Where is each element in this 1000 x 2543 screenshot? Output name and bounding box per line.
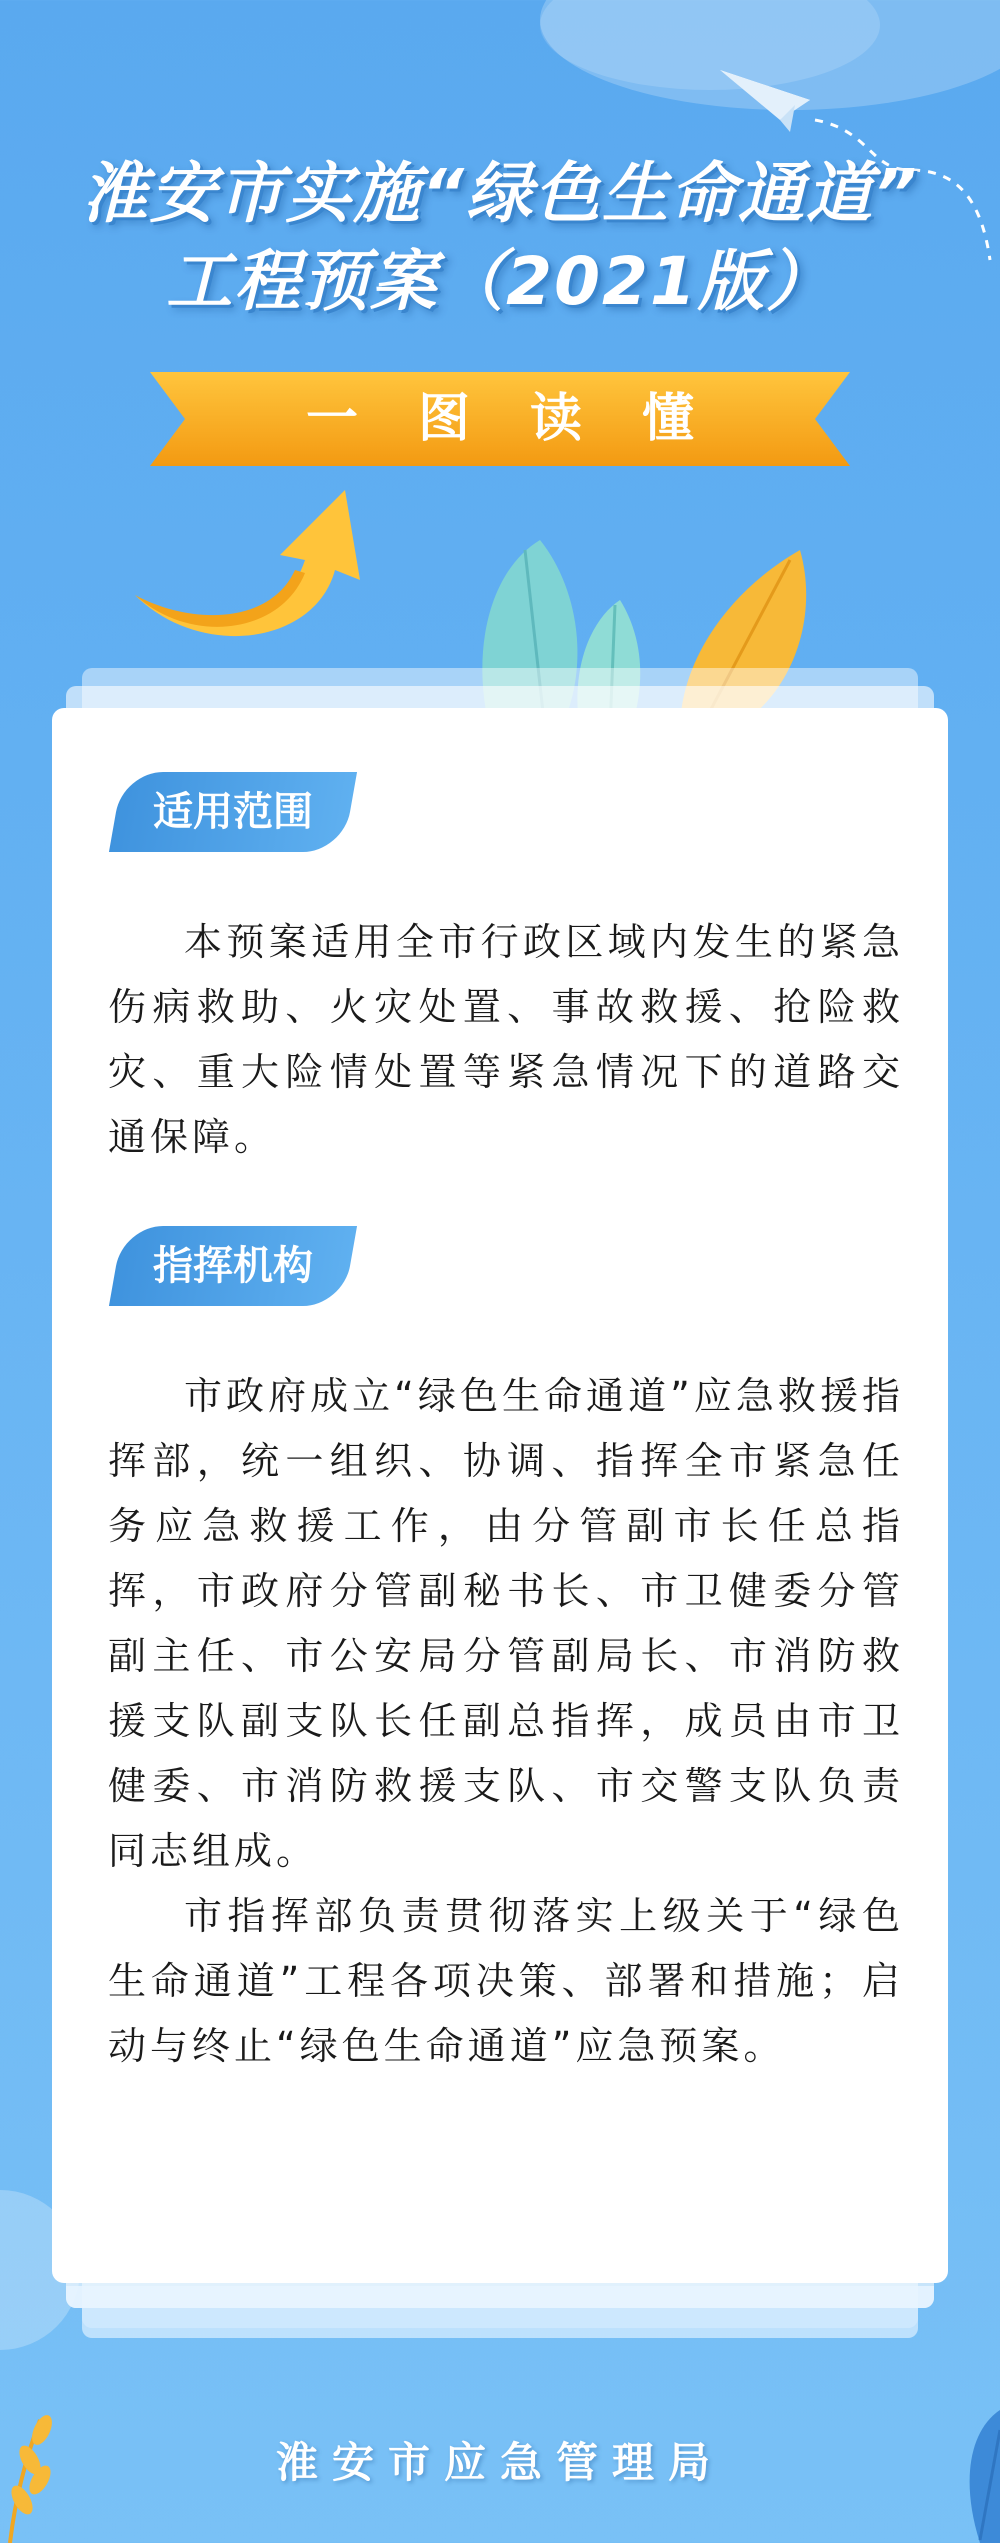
section-heading-command [109,1226,357,1306]
section-paragraph: 市政府成立“绿色生命通道”应急救援指挥部，统一组织、协调、指挥全市紧急任务应急救援工作，由分管副市长任总指挥，市政府分管副秘书长、市卫健委分管副主任、市公安局分管副局长、市消防救援支队副支队长任副总指挥，成员由市卫健委、市消防救援支队、市交警支队负责同志组成。 [108,1374,904,1873]
card-shadow [66,2286,934,2308]
title-line: 工程预案（2021版） [166,243,834,320]
section-paragraph: 市指挥部负责贯彻落实上级关于“绿色生命通道”工程各项决策、部署和措施；启动与终止“绿色生命通道”应急预案。 [108,1894,904,2068]
curved-arrow-icon [130,485,370,645]
footer-org-name: 淮安市应急管理局 [275,2438,724,2487]
ribbon-label: 一图读懂 [305,389,754,449]
section-paragraph: 本预案适用全市行政区域内发生的紧急伤病救助、火灾处置、事故救援、抢险救灾、重大险情处置等紧急情况下的道路交通保障。 [108,920,904,1159]
ribbon-banner [150,372,850,466]
section-heading-label: 适用范围 [153,789,313,835]
card-shadow [82,2308,918,2338]
page-title [0,150,1000,326]
section-heading-label: 指挥机构 [153,1243,313,1289]
section-heading-scope [109,772,357,852]
title-line: 淮安市实施“绿色生命通道” [81,155,919,232]
